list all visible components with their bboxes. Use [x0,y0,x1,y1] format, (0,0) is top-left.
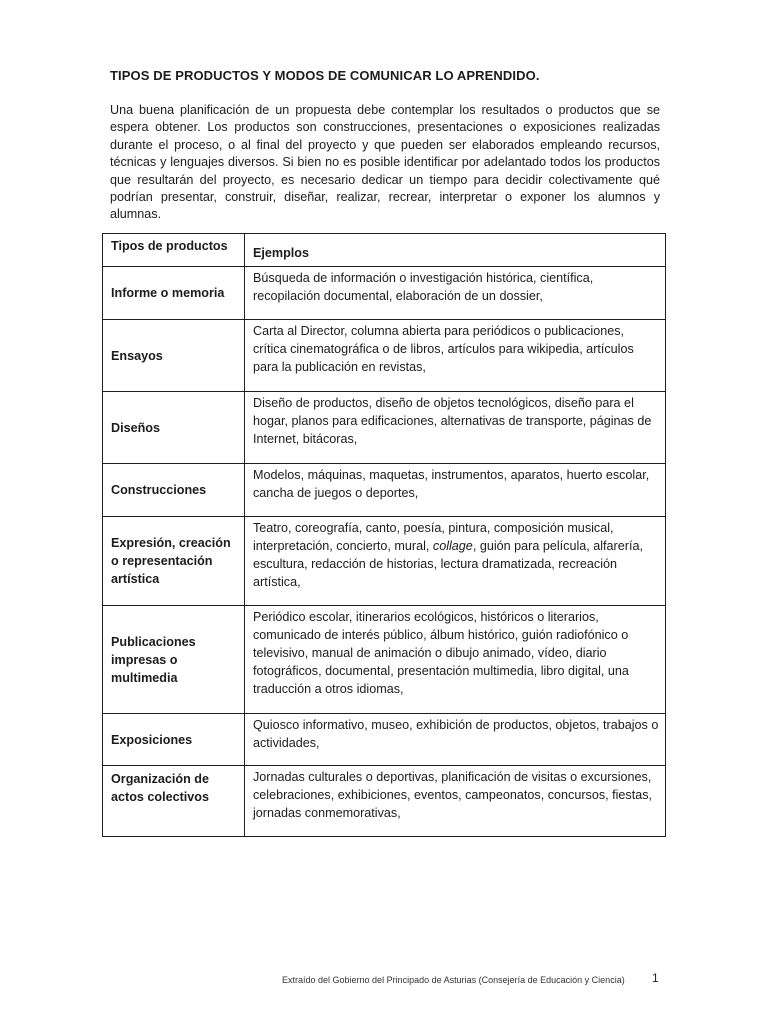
table-row [103,517,666,606]
row-type: Diseños [103,392,245,464]
row-type: Organización de actos colectivos [103,766,245,837]
row-examples-emphasis: collage [432,539,473,553]
row-examples: Periódico escolar, itinerarios ecológicos, históricos o literarios, comunicado de interés público, álbum histórico, guión radiofónico o televisivo, manual de animación o dibujo animado, vídeo, diario fotográficos, documental, presentación multimedia, libro digital, una traducción a otros idiomas, [245,606,666,714]
table-row [103,267,666,320]
row-type: Publicaciones impresas o multimedia [103,606,245,714]
table-row [103,606,666,714]
row-examples-text: , guión para película, alfarería, escultura, redacción de historias, lectura dramatizada, recreación artística, [253,539,643,589]
footer-source: Extraído del Gobierno del Principado de Asturias (Consejería de Educación y Ciencia) [282,975,625,985]
row-examples: Modelos, máquinas, maquetas, instrumentos, aparatos, huerto escolar, cancha de juegos o deportes, [245,464,666,517]
header-types: Tipos de productos [103,234,245,267]
table-header-row [103,234,666,267]
row-type: Construcciones [103,464,245,517]
document-title: TIPOS DE PRODUCTOS Y MODOS DE COMUNICAR LO APRENDIDO. [110,68,540,83]
row-examples: Carta al Director, columna abierta para periódicos o publicaciones, crítica cinematográfica o de libros, artículos para wikipedia, artículos para la publicación en revistas, [245,320,666,392]
table-row [103,320,666,392]
row-type: Informe o memoria [103,267,245,320]
row-examples: Diseño de productos, diseño de objetos tecnológicos, diseño para el hogar, planos para edificaciones, alternativas de transporte, páginas de Internet, bitácoras, [245,392,666,464]
table-row [103,392,666,464]
table-row [103,714,666,766]
header-examples: Ejemplos [245,234,666,267]
table-row [103,464,666,517]
row-type: Expresión, creación o representación artística [103,517,245,606]
row-examples: Búsqueda de información o investigación histórica, científica, recopilación documental, elaboración de un dossier, [245,267,666,320]
intro-paragraph: Una buena planificación de un propuesta debe contemplar los resultados o productos que se espera obtener. Los productos son construcciones, presentaciones o exposiciones realizadas durante el proceso, o al final del proyecto y que pueden ser elaborados empleando recursos, técnicas y lenguajes diversos. Si bien no es posible identificar por adelantado todos los productos que resultarán del proyecto, es necesario dedicar un tiempo para decidir colectivamente qué podrían presentar, construir, diseñar, realizar, recrear, interpretar o exponer los alumnos y alumnas. [110,103,660,222]
row-type: Exposiciones [103,714,245,766]
products-table [102,233,666,837]
row-examples [245,517,666,606]
row-examples: Jornadas culturales o deportivas, planificación de visitas o excursiones, celebraciones, exhibiciones, eventos, campeonatos, concursos, fiestas, jornadas conmemorativas, [245,766,666,837]
table-row [103,766,666,837]
row-type: Ensayos [103,320,245,392]
row-examples: Quiosco informativo, museo, exhibición de productos, objetos, trabajos o actividades, [245,714,666,766]
page-number: 1 [652,971,659,985]
row-examples-text: Teatro, coreografía, canto, poesía, pintura, composición musical, interpretación, concierto, mural, [253,521,614,553]
